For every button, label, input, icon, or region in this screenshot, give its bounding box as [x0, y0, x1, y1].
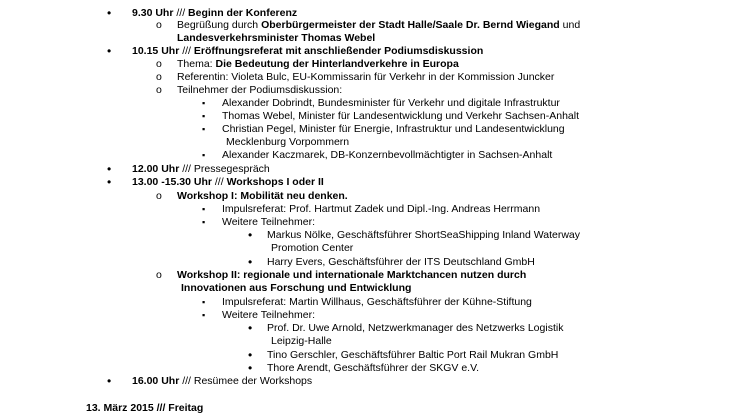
- participant: Thore Arendt, Geschäftsführer der SKGV e.V.: [267, 362, 480, 374]
- bullet-icon: •: [248, 321, 253, 335]
- agenda-item: [132, 176, 324, 189]
- workshop-detail: Weitere Teilnehmer:: [222, 309, 315, 321]
- sub-item-bold: Oberbürgermeister der Stadt Halle/Saale Dr. Bernd Wiegand: [261, 19, 560, 31]
- separator: ///: [173, 7, 189, 19]
- participant: Alexander Kaczmarek, DB-Konzernbevollmächtigter in Sachsen-Anhalt: [222, 149, 553, 161]
- bullet-icon: •: [107, 6, 112, 20]
- circle-bullet-icon: o: [156, 58, 162, 70]
- agenda-time: 16.00 Uhr: [132, 375, 180, 387]
- bullet-icon: •: [107, 374, 112, 388]
- agenda-item: [132, 375, 312, 388]
- sub-item: [177, 19, 580, 32]
- separator: ///: [179, 163, 194, 175]
- participant: Thomas Webel, Minister für Landesentwicklung und Verkehr Sachsen-Anhalt: [222, 110, 579, 122]
- agenda-title: Pressegespräch: [193, 163, 270, 175]
- circle-bullet-icon: o: [156, 84, 162, 96]
- participant-continued: Mecklenburg Vorpommern: [226, 136, 350, 148]
- workshop-detail: Impulsreferat: Martin Willhaus, Geschäftsführer der Kühne-Stiftung: [222, 296, 532, 308]
- sub-item-text: Begrüßung durch: [177, 19, 262, 31]
- circle-bullet-icon: o: [156, 269, 162, 281]
- workshop-title: Workshop II: regionale und internationale Marktchancen nutzen durch: [177, 269, 527, 281]
- agenda-time: 13.00 -15.30 Uhr: [132, 176, 212, 188]
- square-bullet-icon: ▪: [202, 217, 206, 227]
- square-bullet-icon: ▪: [202, 297, 206, 307]
- participant: Christian Pegel, Minister für Energie, Infrastruktur und Landesentwicklung: [222, 123, 565, 135]
- sub-item-text: und: [559, 19, 581, 31]
- workshop-detail: Weitere Teilnehmer:: [222, 216, 315, 228]
- bullet-icon: •: [107, 162, 112, 176]
- agenda-title: Eröffnungsreferat mit anschließender Podiumsdiskussion: [193, 45, 484, 57]
- sub-item-continued: Landesverkehrsminister Thomas Webel: [177, 32, 376, 44]
- workshop-detail: Impulsreferat: Prof. Hartmut Zadek und Dipl.-Ing. Andreas Herrmann: [222, 203, 541, 215]
- agenda-title: Resümee der Workshops: [193, 375, 313, 387]
- day-heading: 13. März 2015 /// Freitag: [86, 402, 204, 414]
- sub-item: Teilnehmer der Podiumsdiskussion:: [177, 84, 343, 96]
- agenda-item: [132, 45, 483, 58]
- bullet-icon: •: [248, 361, 253, 375]
- separator: ///: [179, 375, 194, 387]
- bullet-icon: •: [107, 175, 112, 189]
- participant-continued: Promotion Center: [271, 242, 354, 254]
- separator: ///: [179, 45, 194, 57]
- agenda-time: 9.30 Uhr: [132, 7, 174, 19]
- agenda-time: 10.15 Uhr: [132, 45, 180, 57]
- square-bullet-icon: ▪: [202, 150, 206, 160]
- square-bullet-icon: ▪: [202, 124, 206, 134]
- bullet-icon: •: [248, 228, 253, 242]
- participant: Markus Nölke, Geschäftsführer ShortSeaShipping Inland Waterway: [267, 229, 581, 241]
- workshop-title: Workshop I: Mobilität neu denken.: [177, 190, 348, 202]
- bullet-icon: •: [248, 348, 253, 362]
- sub-item-text: Thema:: [177, 58, 216, 70]
- square-bullet-icon: ▪: [202, 310, 206, 320]
- agenda-item: [132, 163, 270, 176]
- bullet-icon: •: [107, 44, 112, 58]
- bullet-icon: •: [248, 255, 253, 269]
- sub-item: [177, 58, 459, 71]
- participant: Alexander Dobrindt, Bundesminister für Verkehr und digitale Infrastruktur: [222, 97, 560, 109]
- sub-item: Referentin: Violeta Bulc, EU-Kommissarin für Verkehr in der Kommission Juncker: [177, 71, 555, 83]
- agenda-time: 12.00 Uhr: [132, 163, 180, 175]
- separator: ///: [211, 176, 227, 188]
- square-bullet-icon: ▪: [202, 98, 206, 108]
- square-bullet-icon: ▪: [202, 111, 206, 121]
- agenda-title: Workshops I oder II: [226, 176, 324, 188]
- agenda-title: Beginn der Konferenz: [188, 7, 298, 19]
- circle-bullet-icon: o: [156, 190, 162, 202]
- sub-item-bold: Die Bedeutung der Hinterlandverkehre in Europa: [215, 58, 459, 70]
- participant: Harry Evers, Geschäftsführer der ITS Deutschland GmbH: [267, 256, 535, 268]
- circle-bullet-icon: o: [156, 19, 162, 31]
- square-bullet-icon: ▪: [202, 204, 206, 214]
- participant: Prof. Dr. Uwe Arnold, Netzwerkmanager des Netzwerks Logistik: [267, 322, 564, 334]
- participant-continued: Leipzig-Halle: [271, 335, 332, 347]
- workshop-title-continued: Innovationen aus Forschung und Entwicklung: [181, 282, 412, 294]
- participant: Tino Gerschler, Geschäftsführer Baltic Port Rail Mukran GmbH: [267, 349, 559, 361]
- circle-bullet-icon: o: [156, 71, 162, 83]
